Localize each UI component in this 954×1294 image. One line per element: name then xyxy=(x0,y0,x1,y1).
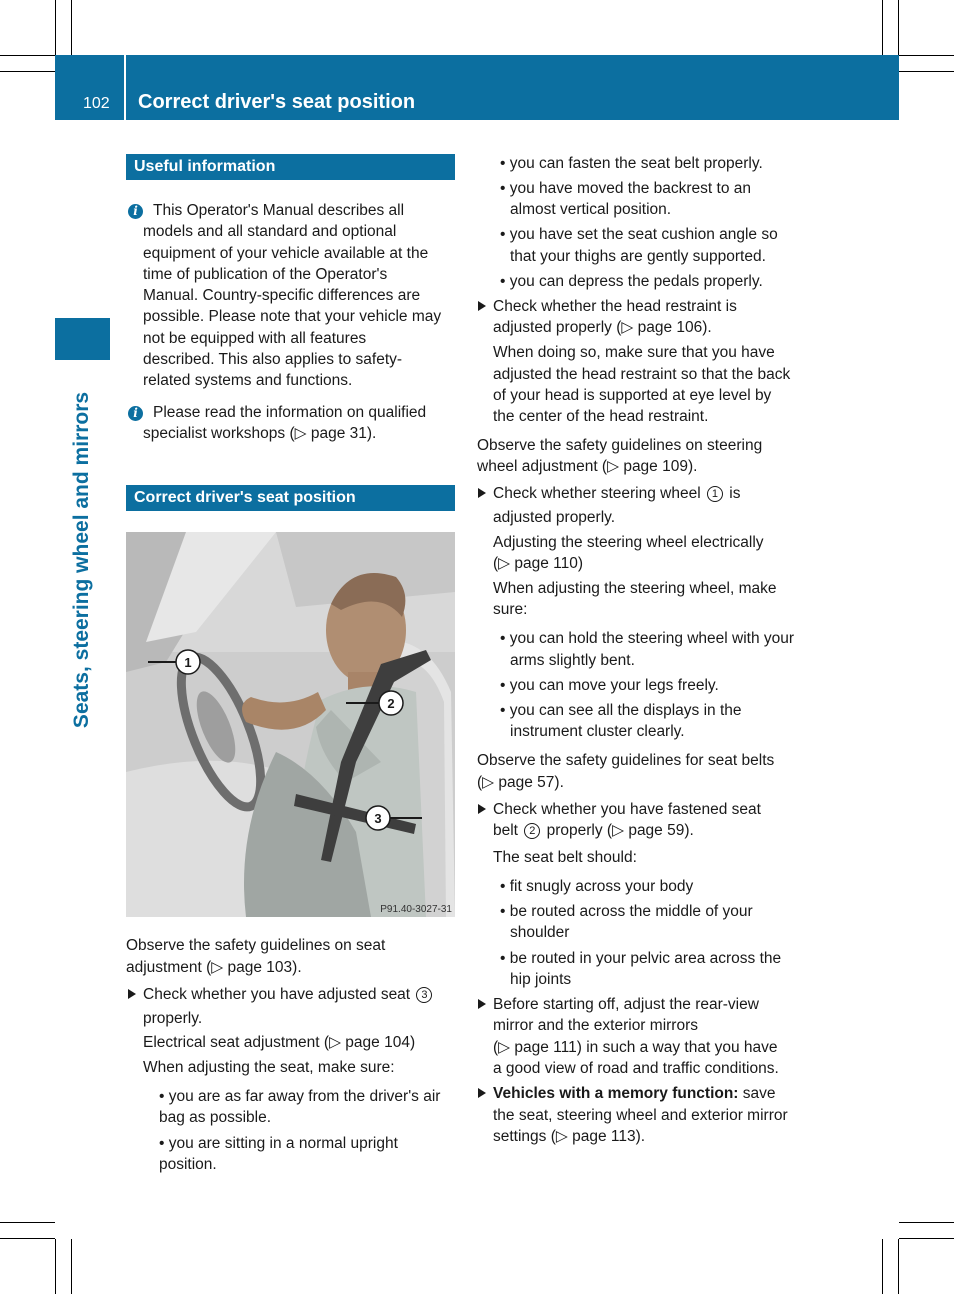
crop-mark xyxy=(0,55,55,56)
text-line: (▷ page 110) xyxy=(493,555,584,572)
text-line: (▷ page 57). xyxy=(477,774,564,791)
crop-mark xyxy=(71,1239,72,1294)
crop-mark xyxy=(55,1239,56,1294)
bullet-line: • be routed across the middle of your xyxy=(500,903,753,920)
info-line: This Operator's Manual describes all xyxy=(153,202,405,219)
crop-mark xyxy=(55,0,56,55)
text-line: adjusted properly. xyxy=(493,509,616,526)
bullet-line: • you can move your legs freely. xyxy=(500,677,719,694)
driver-seat-illustration xyxy=(126,532,455,917)
info-line: Manual. Country-specific differences are xyxy=(143,287,421,304)
text-line: Check whether you have fastened seat xyxy=(493,801,761,818)
check-belt-text: belt xyxy=(493,822,518,839)
memory-function-label: Vehicles with a memory function: xyxy=(493,1085,739,1102)
info-line: related systems and functions. xyxy=(143,372,353,389)
text-line: wheel adjustment (▷ page 109). xyxy=(477,458,698,475)
info-line: time of publication of the Operator's xyxy=(143,266,388,283)
info-line: possible. Please note that your vehicle may xyxy=(143,308,442,325)
text-line: (▷ page 111) in such a way that you have xyxy=(493,1039,778,1056)
callout-2: 2 xyxy=(387,696,395,711)
crop-mark xyxy=(71,0,72,55)
bullet-line: • you can hold the steering wheel with your xyxy=(500,630,795,647)
bullet-line: hip joints xyxy=(510,971,572,988)
info-icon: i xyxy=(128,204,143,219)
text-line: When adjusting the seat, make sure: xyxy=(143,1059,395,1076)
crop-mark xyxy=(0,1222,55,1223)
bullet-line: that your thighs are gently supported. xyxy=(510,248,766,265)
instruction-arrow-icon xyxy=(478,804,486,814)
text-line: sure: xyxy=(493,601,528,618)
text-line: Observe the safety guidelines on steering xyxy=(477,437,763,454)
instruction-arrow-icon xyxy=(478,488,486,498)
side-tab xyxy=(55,318,110,360)
text-line: the center of the head restraint. xyxy=(493,408,709,425)
callout-3: 3 xyxy=(374,811,382,826)
callout-1: 1 xyxy=(184,655,192,670)
text-line: Adjusting the steering wheel electrically xyxy=(493,534,764,551)
bullet-line: • fit snugly across your body xyxy=(500,878,694,895)
crop-mark xyxy=(882,0,883,55)
text-line: Before starting off, adjust the rear-view xyxy=(493,996,759,1013)
bullet-line: • be routed in your pelvic area across the xyxy=(500,950,782,967)
check-seat-text: Check whether you have adjusted seat xyxy=(143,986,411,1003)
instruction-arrow-icon xyxy=(478,999,486,1009)
text-line: The seat belt should: xyxy=(493,849,637,866)
text-line: mirror and the exterior mirrors xyxy=(493,1017,698,1034)
info-line: models and all standard and optional xyxy=(143,223,397,240)
text-line: Electrical seat adjustment (▷ page 104) xyxy=(143,1034,416,1051)
crop-mark xyxy=(898,1239,899,1294)
crop-mark xyxy=(0,1238,55,1239)
steering-number-badge: 1 xyxy=(707,486,723,502)
check-steering-text: Check whether steering wheel xyxy=(493,485,701,502)
instruction-arrow-icon xyxy=(478,301,486,311)
seat-number-badge: 3 xyxy=(416,987,432,1003)
text-line: of your head is supported at eye level by xyxy=(493,387,772,404)
page-title: Correct driver's seat position xyxy=(138,91,416,113)
header-divider xyxy=(124,55,126,120)
seat-position-heading: Correct driver's seat position xyxy=(126,485,455,511)
text-line: Observe the safety guidelines on seat xyxy=(126,937,386,954)
text-line xyxy=(493,483,740,504)
page-number: 102 xyxy=(83,95,110,112)
crop-mark xyxy=(899,55,954,56)
memory-save: save xyxy=(742,1085,776,1102)
info-line: equipment of your vehicle available at the xyxy=(143,245,429,262)
page-header xyxy=(55,55,899,120)
crop-mark xyxy=(899,1222,954,1223)
bullet-line: • you have moved the backrest to an xyxy=(500,180,751,197)
text-line: adjusted properly (▷ page 106). xyxy=(493,319,712,336)
info-line: specialist workshops (▷ page 31). xyxy=(143,425,377,442)
bullet-line: • you can fasten the seat belt properly. xyxy=(500,155,763,172)
text-line: adjusted the head restraint so that the back xyxy=(493,366,791,383)
bullet-line: instrument cluster clearly. xyxy=(510,723,685,740)
text-line xyxy=(493,820,694,841)
info-line: Please read the information on qualified xyxy=(153,404,427,421)
text-line: Check whether the head restraint is xyxy=(493,298,737,315)
bullet-line: bag as possible. xyxy=(159,1109,272,1126)
bullet-line: almost vertical position. xyxy=(510,201,672,218)
image-code: P91.40-3027-31 xyxy=(380,904,452,915)
crop-mark xyxy=(899,71,954,72)
crop-mark xyxy=(882,1239,883,1294)
instruction-arrow-icon xyxy=(128,989,136,999)
belt-number-badge: 2 xyxy=(524,823,540,839)
chapter-side-title: Seats, steering wheel and mirrors xyxy=(70,391,93,729)
check-belt-tail: properly (▷ page 59). xyxy=(546,822,694,839)
text-line xyxy=(493,1083,776,1104)
text-line: When doing so, make sure that you have xyxy=(493,344,775,361)
crop-mark xyxy=(0,71,55,72)
text-line: When adjusting the steering wheel, make xyxy=(493,580,777,597)
text-line: a good view of road and traffic conditions. xyxy=(493,1060,779,1077)
bullet-line: shoulder xyxy=(510,924,570,941)
text-line xyxy=(143,984,434,1005)
bullet-line: arms slightly bent. xyxy=(510,652,635,669)
check-steering-is: is xyxy=(729,485,741,502)
text-line: adjustment (▷ page 103). xyxy=(126,959,302,976)
bullet-line: • you can depress the pedals properly. xyxy=(500,273,763,290)
bullet-line: • you have set the seat cushion angle so xyxy=(500,226,778,243)
bullet-line: position. xyxy=(159,1156,217,1173)
info-line: not be equipped with all features xyxy=(143,330,367,347)
bullet-line: • you are as far away from the driver's air xyxy=(159,1088,441,1105)
useful-information-heading: Useful information xyxy=(126,154,455,180)
text-line: settings (▷ page 113). xyxy=(493,1128,646,1145)
bullet-line: • you are sitting in a normal upright xyxy=(159,1135,398,1152)
crop-mark xyxy=(898,0,899,55)
info-icon: i xyxy=(128,406,143,421)
bullet-line: • you can see all the displays in the xyxy=(500,702,742,719)
text-line: the seat, steering wheel and exterior mirror xyxy=(493,1107,788,1124)
instruction-arrow-icon xyxy=(478,1088,486,1098)
text-line: Observe the safety guidelines for seat belts xyxy=(477,752,775,769)
crop-mark xyxy=(899,1238,954,1239)
info-line: described. This also applies to safety- xyxy=(143,351,403,368)
text-line: properly. xyxy=(143,1010,203,1027)
